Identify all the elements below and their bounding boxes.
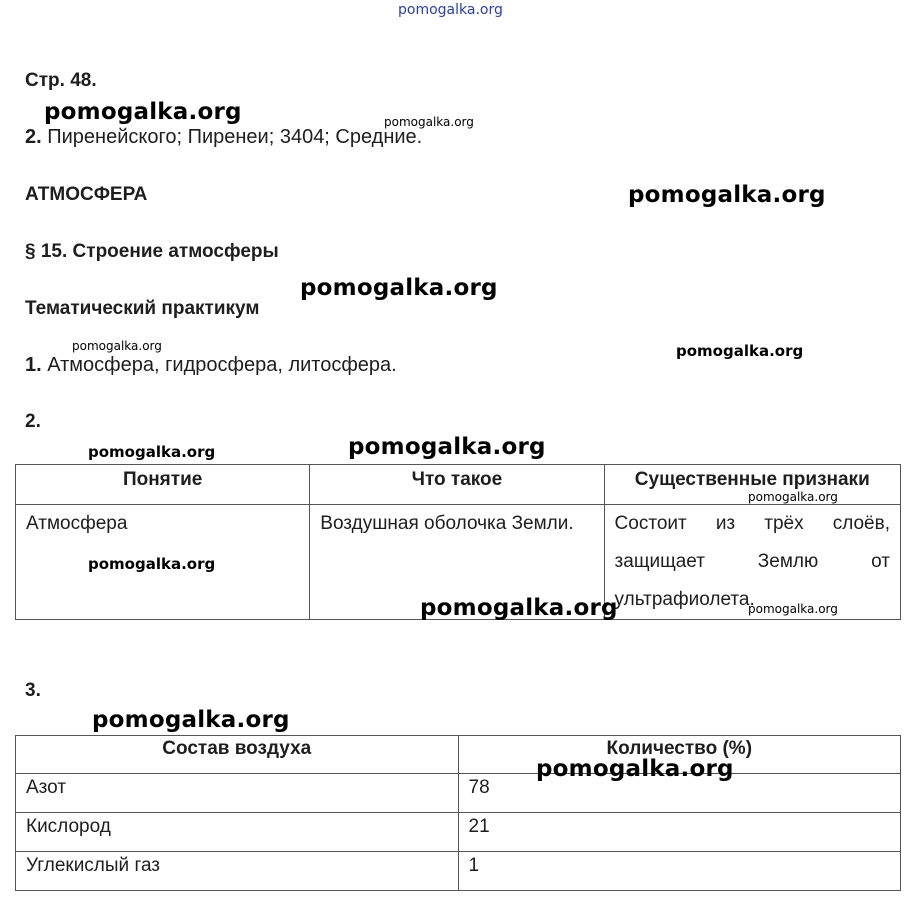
cell-what-text: Воздушная оболочка Земли. (320, 513, 574, 534)
cell-gas-name: Кислород (16, 813, 459, 852)
task2-number: 2. (25, 411, 41, 432)
header-what: Что такое (310, 465, 604, 505)
watermark: pomogalka.org (628, 182, 826, 208)
task1-line (25, 354, 397, 377)
watermark: pomogalka.org (420, 595, 618, 621)
watermark: pomogalka.org (348, 434, 546, 460)
practicum-title: Тематический практикум (25, 298, 260, 319)
watermark: pomogalka.org (88, 555, 216, 573)
cell-gas-amount: 1 (458, 852, 901, 891)
section-title: АТМОСФЕРА (25, 184, 148, 205)
watermark: pomogalka.org (300, 275, 498, 301)
header-amount: Количество (%) (458, 736, 901, 774)
watermark-top: pomogalka.org (398, 2, 503, 18)
watermark: pomogalka.org (536, 756, 734, 782)
watermark: pomogalka.org (384, 115, 474, 129)
header-composition: Состав воздуха (16, 736, 459, 774)
header-concept: Понятие (16, 465, 310, 505)
table-row (16, 813, 901, 852)
watermark: pomogalka.org (748, 490, 838, 504)
air-composition-table (15, 735, 901, 891)
watermark: pomogalka.org (676, 342, 804, 360)
cell-gas-amount: 78 (458, 774, 901, 813)
cell-gas-name: Азот (16, 774, 459, 813)
watermark: pomogalka.org (748, 602, 838, 616)
table-row (16, 774, 901, 813)
prev-task-number: 2. (25, 126, 42, 148)
table-header-row (16, 736, 901, 774)
page-label: Стр. 48. (25, 70, 97, 91)
watermark: pomogalka.org (88, 443, 216, 461)
table-row (16, 852, 901, 891)
watermark: pomogalka.org (92, 707, 290, 733)
task1-number: 1. (25, 354, 42, 376)
watermark: pomogalka.org (44, 99, 242, 125)
paragraph-title: § 15. Строение атмосферы (25, 241, 279, 262)
task3-number: 3. (25, 680, 41, 701)
cell-gas-amount: 21 (458, 813, 901, 852)
cell-features-text: Состоит из трёх слоёв, защищает Землю от ультрафиолета. (614, 513, 890, 610)
task1-answer: Атмосфера, гидросфера, литосфера. (47, 354, 397, 376)
cell-gas-name: Углекислый газ (16, 852, 459, 891)
cell-concept-text: Атмосфера (26, 513, 128, 534)
prev-task-line (25, 126, 422, 149)
watermark: pomogalka.org (72, 339, 162, 353)
prev-task-answer: Пиренейского; Пиренеи; 3404; Средние. (47, 126, 423, 148)
header-features: Существенные признаки (604, 465, 900, 505)
